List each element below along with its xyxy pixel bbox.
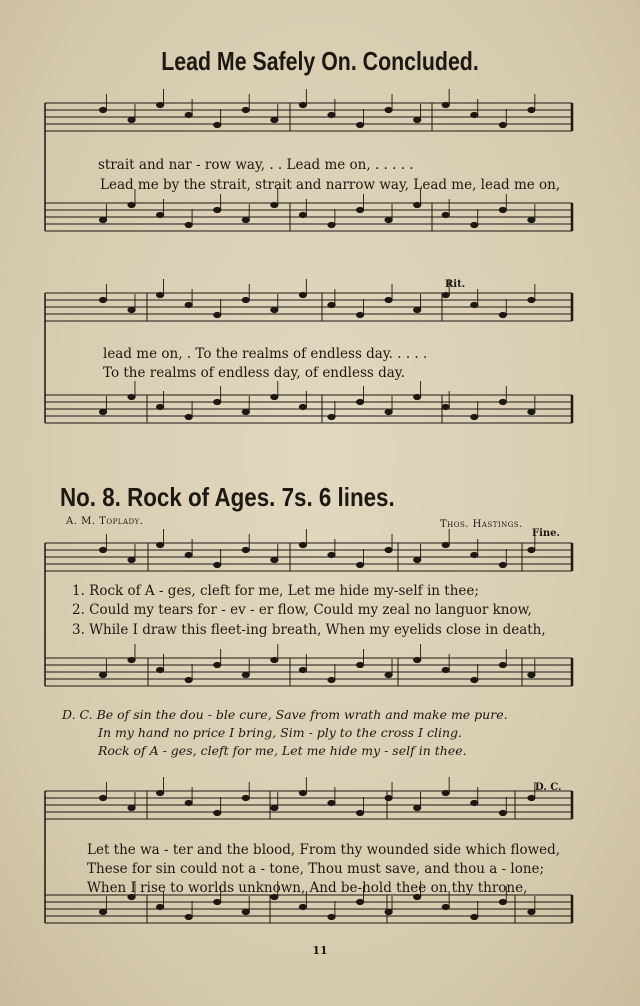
note-head <box>157 212 164 217</box>
note-head <box>414 117 421 122</box>
note-head <box>385 409 392 414</box>
note-head <box>299 542 306 547</box>
note-head <box>128 394 135 399</box>
note-head <box>299 404 306 409</box>
note-head <box>356 562 363 567</box>
note-head <box>157 667 164 672</box>
note-head <box>442 404 449 409</box>
note-head <box>99 107 106 112</box>
hymn1-s1-lyric1: strait and nar - row way, . . Lead me on, . . . . . <box>98 157 414 173</box>
note-head <box>414 394 421 399</box>
note-head <box>414 805 421 810</box>
note-head <box>185 552 192 557</box>
note-head <box>271 307 278 312</box>
note-head <box>385 909 392 914</box>
note-head <box>271 117 278 122</box>
note-head <box>499 810 506 815</box>
verse2-line: 2. Could my tears for - ev - er flow, Could my zeal no languor know, <box>72 602 532 618</box>
note-head <box>328 552 335 557</box>
note-head <box>528 909 535 914</box>
note-head <box>528 297 535 302</box>
note-head <box>442 292 449 297</box>
hymn2-title: No. 8. Rock of Ages. 7s. 6 lines. <box>60 482 395 512</box>
hymn1-s1-lyric2: Lead me by the strait, strait and narrow way, Lead me, lead me on, <box>100 177 561 193</box>
hymn1-s2-lyric2: To the realms of endless day, of endless day. <box>103 365 405 381</box>
note-head <box>499 899 506 904</box>
note-head <box>214 312 221 317</box>
sys2-verse1: Let the wa - ter and the blood, From thy wounded side which flowed, <box>87 842 561 858</box>
note-head <box>528 672 535 677</box>
note-head <box>385 297 392 302</box>
note-head <box>528 547 535 552</box>
note-head <box>128 657 135 662</box>
note-head <box>328 222 335 227</box>
note-head <box>442 667 449 672</box>
note-head <box>385 672 392 677</box>
note-head <box>242 217 249 222</box>
hymn1-s2-lyric1: lead me on, . To the realms of endless day. . . . . <box>103 346 428 362</box>
note-head <box>499 312 506 317</box>
note-head <box>157 790 164 795</box>
verse3-line: 3. While I draw this fleet-ing breath, When my eyelids close in death, <box>72 622 546 638</box>
note-head <box>299 790 306 795</box>
note-head <box>214 399 221 404</box>
note-head <box>157 904 164 909</box>
note-head <box>471 302 478 307</box>
note-head <box>157 542 164 547</box>
note-head <box>185 222 192 227</box>
note-head <box>271 657 278 662</box>
fine-marking: Fine. <box>532 528 561 539</box>
note-head <box>385 107 392 112</box>
note-head <box>99 217 106 222</box>
note-head <box>242 297 249 302</box>
note-head <box>471 112 478 117</box>
note-head <box>528 107 535 112</box>
note-head <box>99 672 106 677</box>
note-head <box>99 547 106 552</box>
note-head <box>271 557 278 562</box>
note-head <box>99 795 106 800</box>
note-head <box>242 409 249 414</box>
note-head <box>528 409 535 414</box>
note-head <box>442 212 449 217</box>
note-head <box>499 662 506 667</box>
note-head <box>356 312 363 317</box>
note-head <box>471 222 478 227</box>
note-head <box>185 677 192 682</box>
note-head <box>128 805 135 810</box>
note-head <box>356 899 363 904</box>
note-head <box>157 404 164 409</box>
note-head <box>242 107 249 112</box>
note-head <box>328 112 335 117</box>
note-head <box>185 302 192 307</box>
note-head <box>214 562 221 567</box>
note-head <box>328 414 335 419</box>
note-head <box>356 122 363 127</box>
dc-line2: In my hand no price I bring, Sim - ply to the cross I cling. <box>98 725 462 740</box>
note-head <box>385 217 392 222</box>
note-head <box>128 117 135 122</box>
note-head <box>299 292 306 297</box>
note-head <box>471 677 478 682</box>
note-head <box>214 122 221 127</box>
note-head <box>385 795 392 800</box>
note-head <box>414 202 421 207</box>
note-head <box>328 914 335 919</box>
note-head <box>442 542 449 547</box>
note-head <box>442 904 449 909</box>
verse1-line: 1. Rock of A - ges, cleft for me, Let me hide my-self in thee; <box>72 583 479 599</box>
note-head <box>99 297 106 302</box>
note-head <box>185 112 192 117</box>
note-head <box>328 677 335 682</box>
note-head <box>385 547 392 552</box>
note-head <box>128 202 135 207</box>
note-head <box>471 414 478 419</box>
sys2-verse2: These for sin could not a - tone, Thou must save, and thou a - lone; <box>87 861 545 877</box>
note-head <box>499 399 506 404</box>
note-head <box>242 909 249 914</box>
note-head <box>128 307 135 312</box>
note-head <box>299 102 306 107</box>
dc-line1: D. C. Be of sin the dou - ble cure, Save from wrath and make me pure. <box>62 707 508 722</box>
note-head <box>214 899 221 904</box>
note-head <box>299 212 306 217</box>
note-head <box>99 409 106 414</box>
note-head <box>299 904 306 909</box>
note-head <box>442 102 449 107</box>
note-head <box>242 547 249 552</box>
note-head <box>299 667 306 672</box>
note-head <box>528 217 535 222</box>
note-head <box>157 102 164 107</box>
note-head <box>99 909 106 914</box>
note-head <box>185 914 192 919</box>
note-head <box>414 657 421 662</box>
note-head <box>528 795 535 800</box>
sys2-verse3: When I rise to worlds unknown, And be-hold thee on thy throne, <box>87 880 528 896</box>
note-head <box>356 662 363 667</box>
dc-marking: D. C. <box>535 782 562 793</box>
note-head <box>442 790 449 795</box>
hymn1-title: Lead Me Safely On. Concluded. <box>161 46 479 76</box>
note-head <box>185 800 192 805</box>
lyricist-credit: A. M. Toplady. <box>66 516 144 527</box>
note-head <box>499 207 506 212</box>
note-head <box>128 557 135 562</box>
note-head <box>356 810 363 815</box>
note-head <box>271 202 278 207</box>
note-head <box>328 800 335 805</box>
note-head <box>157 292 164 297</box>
page-number: 11 <box>312 944 328 957</box>
note-head <box>471 800 478 805</box>
note-head <box>242 672 249 677</box>
rit-marking: Rit. <box>445 279 466 290</box>
note-head <box>271 805 278 810</box>
note-head <box>242 795 249 800</box>
note-head <box>328 302 335 307</box>
note-head <box>356 207 363 212</box>
note-head <box>356 399 363 404</box>
note-head <box>471 914 478 919</box>
dc-line3: Rock of A - ges, cleft for me, Let me hide my - self in thee. <box>98 743 467 758</box>
note-head <box>271 394 278 399</box>
note-head <box>499 562 506 567</box>
note-head <box>214 810 221 815</box>
composer-credit: Thos. Hastings. <box>440 519 523 530</box>
note-head <box>471 552 478 557</box>
note-head <box>214 207 221 212</box>
note-head <box>185 414 192 419</box>
note-head <box>499 122 506 127</box>
note-head <box>414 307 421 312</box>
note-head <box>214 662 221 667</box>
note-head <box>414 557 421 562</box>
